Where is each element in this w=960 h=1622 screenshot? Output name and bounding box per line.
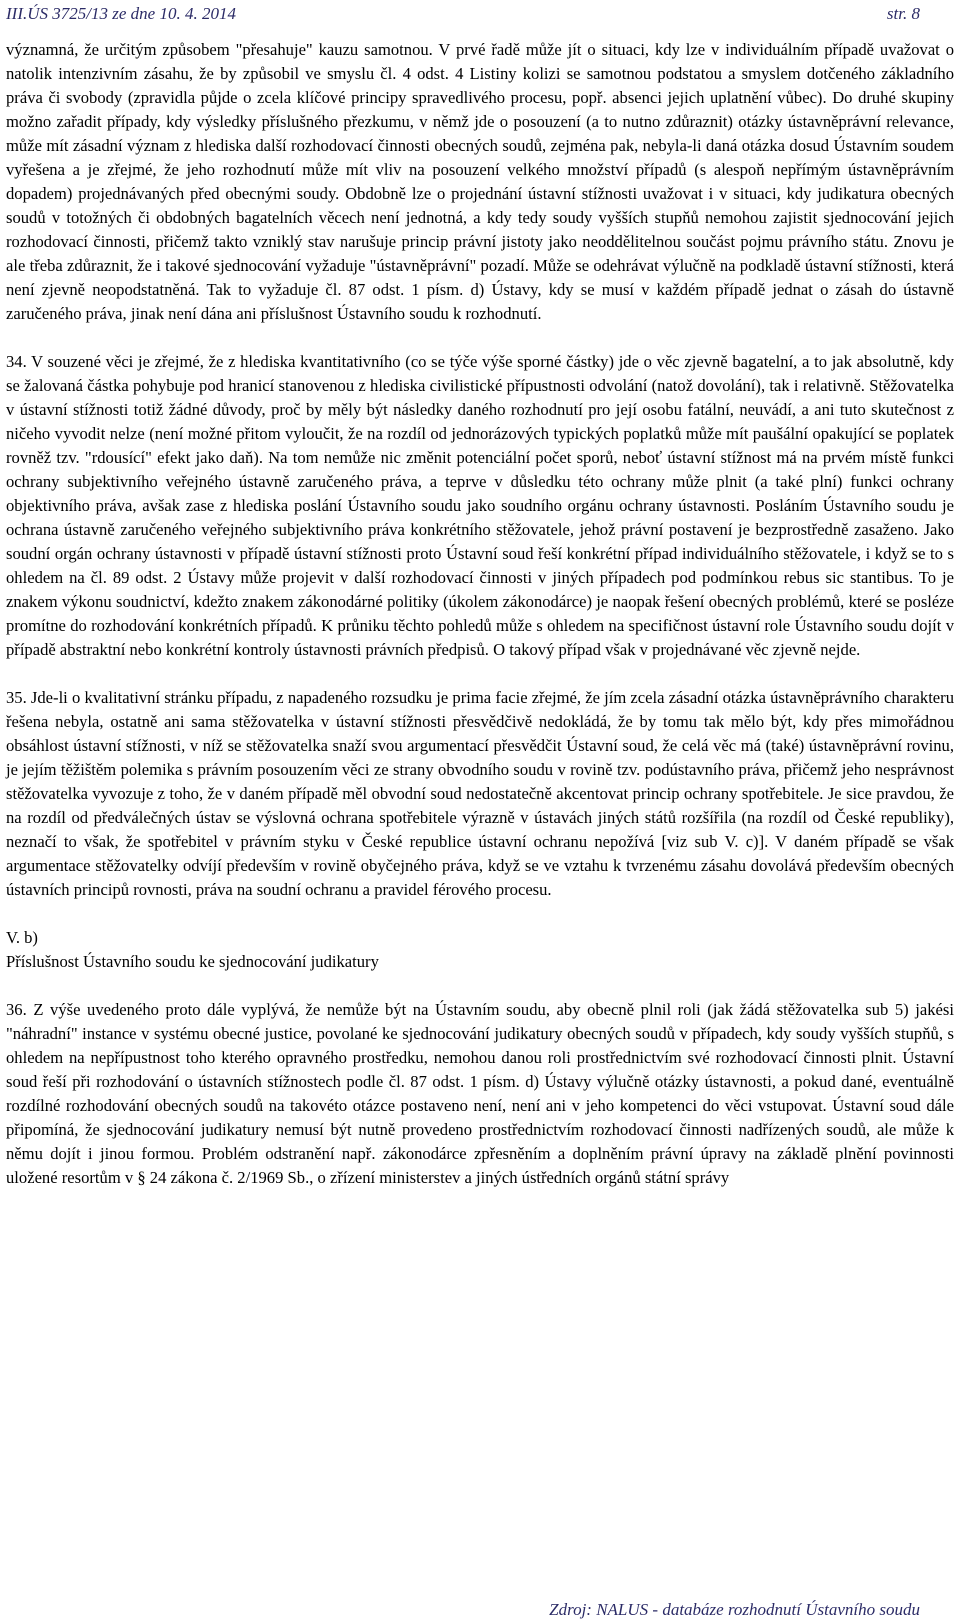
section-heading-number: V. b): [6, 928, 38, 947]
page-number: str. 8: [886, 4, 920, 23]
page-footer: Zdroj: NALUS - databáze rozhodnutí Ústavního soudu: [549, 1600, 920, 1619]
paragraph-33-continuation: významná, že určitým způsobem "přesahuje" kauzu samotnou. V prvé řadě může jít o situaci, kdy lze v individuálním případě uvažovat o natolik intenzivním zásahu, že by způsobil ve smyslu čl. 4 odst. 4 Listiny kolizi se samotnou podstatou a smyslem dotčeného základního práva či svobody (zpravidla půjde o zcela klíčové principy spravedlivého procesu, popř. absenci jejich uplatnění vůbec). Do druhé skupiny možno zařadit případy, kdy výsledky příslušného přezkumu, v němž jde o posouzení (a to nutno zdůraznit) otázky ústavněprávní relevance, může mít zásadní význam z hlediska další rozhodovací činnosti obecných soudů, zejména pak, nebyla-li daná otázka dosud Ústavním soudem vyřešena a je zřejmé, že jeho rozhodnutí může mít vliv na posouzení velkého množství případů (s alespoň nepřímým ústavněprávním dopadem) projednávaných před obecnými soudy. Obdobně lze o projednání ústavní stížnosti uvažovat i v situaci, kdy judikatura obecných soudů v totožných či obdobných bagatelních věcech není jednotná, a kdy tedy soudy vyšších stupňů nemohou zajistit sjednocování jejich rozhodovací činnosti, přičemž takto vzniklý stav narušuje princip právní jistoty jako neoddělitelnou součást pojmu právního státu. Znovu je ale třeba zdůraznit, že i takové sjednocování vyžaduje "ústavněprávní" pozadí. Může se odehrávat výlučně na podkladě ústavní stížnosti, která není zjevně neopodstatněná. Tak to vyžaduje čl. 87 odst. 1 písm. d) Ústavy, kdy se musí v každém případě jednat o zásah do ústavně zaručeného práva, jinak není dána ani příslušnost Ústavního soudu k rozhodnutí.: [6, 40, 954, 323]
section-heading: [6, 926, 954, 974]
paragraph-35: 35. Jde-li o kvalitativní stránku případu, z napadeného rozsudku je prima facie zřejmé, že jím zcela zásadní otázka ústavněprávního charakteru řešena nebyla, ostatně ani sama stěžovatelka v ústavní stížnosti přesvědčivě nedokládá, že by tomu tak mělo být, kdy přes mimořádnou obsáhlost ústavní stížnosti, v níž se stěžovatelka snaží svou argumentací přesvědčit Ústavní soud, že celá věc má (také) ústavněprávní rovinu, je jejím těžištěm polemika s právním posouzením věci ze strany obvodního soudu v rovině tzv. podústavního práva, přičemž jeho nesprávnost stěžovatelka vyvozuje z toho, že v daném případě měl obvodní soud nedostatečně akcentovat princip ochrany spotřebitele. Je sice pravdou, že na rozdíl od předválečných ústav se výslovná ochrana spotřebitele výrazně v ústavách jiných států rozšířila (na rozdíl od České republiky), neznačí to však, že spotřebitel v právním styku v České republice ústavní ochranu nepožívá [viz sub V. c)]. V daném případě se však argumentace stěžovatelky odvíjí především v rovině obyčejného práva, když se ve vztahu k tvrzenému zásahu dovolává především obecných ústavních principů rovnosti, práva na soudní ochranu a pravidel férového procesu.: [6, 688, 954, 899]
paragraph-34: 34. V souzené věci je zřejmé, že z hlediska kvantitativního (co se týče výše sporné částky) jde o věc zjevně bagatelní, a to jak absolutně, kdy se žalovaná částka pohybuje pod hranicí stanovenou z hlediska civilistické přípustnosti odvolání (natož dovolání), tak i relativně. Stěžovatelka v ústavní stížnosti totiž žádné důvody, proč by měly být následky daného rozhodnutí pro její osobu fatální, neuvádí, a ani tuto skutečnost z ničeho vyvodit nelze (není možné přitom vyloučit, že na rozdíl od jednorázových typických poplatků může mít paušální opakující se poplatek rovněž tzv. "rdousící" efekt jako daň). Na tom nemůže nic změnit potenciální počet sporů, neboť ústavní stížnost má na prvém místě funkci ochrany subjektivního veřejného ústavně zaručeného práva, a teprve v důsledku této ochrany může plnit (a také plní) funkci ochrany objektivního práva, avšak zase z hlediska poslání Ústavního soudu jako soudního orgánu ochrany ústavnosti. Posláním Ústavního soudu je ochrana ústavně zaručeného veřejného subjektivního práva konkrétního stěžovatele, jehož právní postavení je bezprostředně zasaženo. Jako soudní orgán ochrany ústavnosti v případě ústavní stížnosti proto Ústavní soud řeší konkrétní případ individuálního stěžovatele, i když se to s ohledem na čl. 89 odst. 2 Ústavy může projevit v další rozhodovací činnosti v jiných případech pod podmínkou rebus sic stantibus. To je znakem výkonu soudnictví, kdežto znakem zákonodárné politiky (úkolem zákonodárce) je naopak řešení obecných problémů, které se posléze promítne do rozhodování konkrétních případů. K průniku těchto pohledů může s ohledem na specifičnost ústavní role Ústavního soudu dojít v případě abstraktní nebo konkrétní kontroly ústavnosti právních předpisů. O takový případ však v projednávané věc zjevně nejde.: [6, 352, 954, 659]
section-heading-title: Příslušnost Ústavního soudu ke sjednocování judikatury: [6, 952, 379, 971]
document-body: [6, 38, 954, 1190]
case-reference: III.ÚS 3725/13 ze dne 10. 4. 2014: [6, 4, 236, 23]
page-header: [6, 4, 920, 28]
paragraph-36: 36. Z výše uvedeného proto dále vyplývá, že nemůže být na Ústavním soudu, aby obecně plnil roli (jak žádá stěžovatelka sub 5) jakési "náhradní" instance v systému obecné justice, povolané ke sjednocování judikatury obecných soudů v případech, kdy soudy vyšších stupňů, s ohledem na nepřípustnost toho kterého opravného prostředku, nemohou danou roli prostřednictvím své rozhodovací činnosti plnit. Ústavní soud řeší při rozhodování o ústavních stížnostech podle čl. 87 odst. 1 písm. d) Ústavy výlučně otázky ústavnosti, a pokud dané, eventuálně rozdílné rozhodování obecných soudů na takovéto otázce postaveno není, není ani v jeho kompetenci do věci vstupovat. Ústavní soud dále připomíná, že sjednocování judikatury nemusí být nutně provedeno prostřednictvím rozhodovací činnosti nadřízených soudů, ale může k němu dojít i jinou formou. Problém odstranění např. zákonodárce zpřesněním a doplněním právní úpravy na základě plnění povinnosti uložené resortům v § 24 zákona č. 2/1969 Sb., o zřízení ministerstev a jiných ústředních orgánů státní správy: [6, 1000, 954, 1187]
